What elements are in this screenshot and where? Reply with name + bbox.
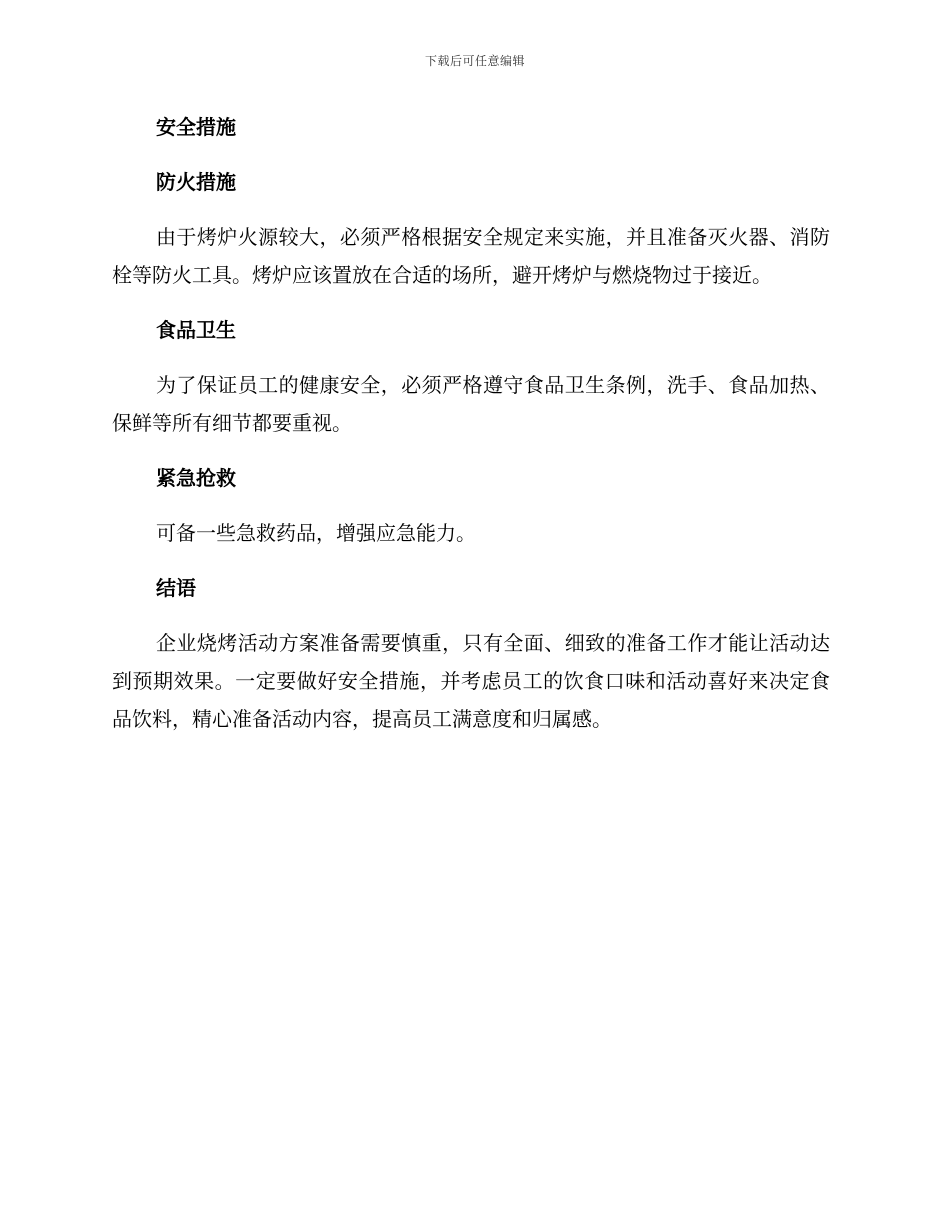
document-body — [112, 108, 830, 755]
heading-conclusion: 结语 — [156, 576, 196, 600]
heading-fire-prevention: 防火措施 — [156, 170, 236, 194]
heading-food-hygiene: 食品卫生 — [156, 318, 236, 342]
heading-emergency-rescue: 紧急抢救 — [156, 466, 236, 490]
paragraph-fire-prevention: 由于烤炉火源较大，必须严格根据安全规定来实施，并且准备灭火器、消防栓等防火工具。烤炉应该置放在合适的场所，避开烤炉与燃烧物过于接近。 — [112, 225, 830, 287]
paragraph-food-hygiene: 为了保证员工的健康安全，必须严格遵守食品卫生条例，洗手、食品加热、保鲜等所有细节都要重视。 — [112, 373, 830, 435]
page-header-note: 下载后可任意编辑 — [424, 54, 525, 68]
paragraph-emergency-rescue: 可备一些急救药品，增强应急能力。 — [156, 521, 476, 545]
paragraph-conclusion: 企业烧烤活动方案准备需要慎重，只有全面、细致的准备工作才能让活动达到预期效果。一定要做好安全措施，并考虑员工的饮食口味和活动喜好来决定食品饮料，精心准备活动内容，提高员工满意度和归属感。 — [112, 631, 830, 731]
heading-safety-measures: 安全措施 — [156, 115, 236, 139]
